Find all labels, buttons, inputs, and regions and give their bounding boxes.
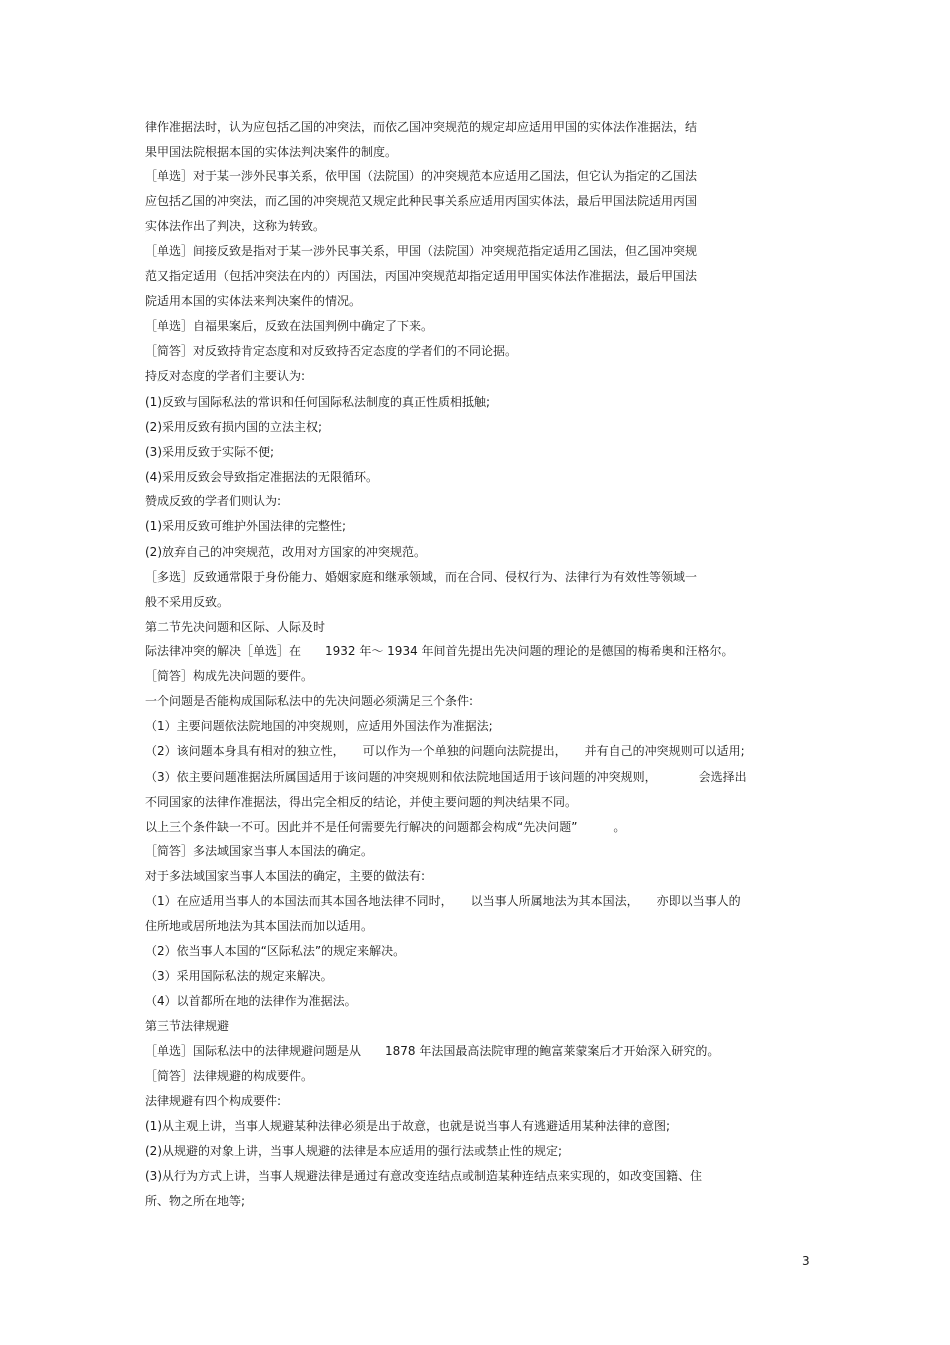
text-line: (1)反致与国际私法的常识和任何国际私法制度的真正性质相抵触; [145, 395, 491, 409]
text-line: 院适用本国的实体法来判决案件的情况。 [145, 294, 362, 308]
text-line: ［单选］间接反致是指对于某一涉外民事关系，甲国（法院国）冲突规范指定适用乙国法，但乙国冲突规 [145, 244, 698, 258]
text-line: ［简答］多法域国家当事人本国法的确定。 [145, 844, 374, 858]
text-line: 以上三个条件缺一不可。因此并不是任何需要先行解决的问题都会构成“先决问题” 。 [145, 820, 626, 834]
text-line: (2)采用反致有损内国的立法主权; [145, 420, 323, 434]
text-line: ［多选］反致通常限于身份能力、婚姻家庭和继承领域，而在合同、侵权行为、法律行为有效性等领域一 [145, 570, 698, 584]
text-line: (3)从行为方式上讲，当事人规避法律是通过有意改变连结点或制造某种连结点来实现的，如改变国籍、住 [145, 1169, 703, 1183]
text-line: ［单选］国际私法中的法律规避问题是从 1878 年法国最高法院审理的鲍富莱蒙案后才开始深入研究的。 [145, 1044, 720, 1058]
text-line: ［简答］对反致持肯定态度和对反致持否定态度的学者们的不同论据。 [145, 344, 518, 358]
text-line: ［单选］自福果案后，反致在法国判例中确定了下来。 [145, 319, 434, 333]
text-line: 般不采用反致。 [145, 595, 230, 609]
text-line: 不同国家的法律作准据法，得出完全相反的结论，并使主要问题的判决结果不同。 [145, 795, 578, 809]
text-line: ［简答］法律规避的构成要件。 [145, 1069, 314, 1083]
text-line: 一个问题是否能构成国际私法中的先决问题必须满足三个条件: [145, 694, 474, 708]
text-line: 律作准据法时，认为应包括乙国的冲突法，而依乙国冲突规范的规定却应适用甲国的实体法作准据法，结 [145, 120, 698, 134]
text-line: 赞成反致的学者们则认为: [145, 494, 282, 508]
text-line: 实体法作出了判决，这称为转致。 [145, 219, 326, 233]
text-line: ［简答］构成先决问题的要件。 [145, 669, 314, 683]
text-line: (2)放弃自己的冲突规范，改用对方国家的冲突规范。 [145, 545, 427, 559]
text-line: 第二节先决问题和区际、人际及时 [145, 620, 326, 634]
text-line: （1）在应适用当事人的本国法而其本国各地法律不同时， 以当事人所属地法为其本国法， 亦即以当事人的 [145, 894, 741, 908]
text-line: (4)采用反致会导致指定准据法的无限循环。 [145, 470, 378, 484]
text-line: 果甲国法院根据本国的实体法判决案件的制度。 [145, 145, 398, 159]
text-line: 应包括乙国的冲突法，而乙国的冲突规范又规定此种民事关系应适用丙国实体法，最后甲国法院适用丙国 [145, 194, 698, 208]
text-line: (3)采用反致于实际不便; [145, 445, 275, 459]
text-line: (1)采用反致可维护外国法律的完整性; [145, 519, 347, 533]
text-line: (1)从主观上讲，当事人规避某种法律必须是出于故意，也就是说当事人有逃避适用某种法律的意图; [145, 1119, 671, 1133]
page-number: 3 [802, 1254, 810, 1268]
text-line: (2)从规避的对象上讲，当事人规避的法律是本应适用的强行法或禁止性的规定; [145, 1144, 563, 1158]
text-line: 住所地或居所地法为其本国法而加以适用。 [145, 919, 374, 933]
text-line: 际法律冲突的解决［单选］在 1932 年～ 1934 年间首先提出先决问题的理论的是德国的梅希奥和汪格尔。 [145, 644, 734, 658]
text-line: （2）该问题本身具有相对的独立性， 可以作为一个单独的问题向法院提出， 并有自己的冲突规则可以适用; [145, 744, 745, 758]
text-line: （1）主要问题依法院地国的冲突规则，应适用外国法作为准据法; [145, 719, 493, 733]
text-line: 第三节法律规避 [145, 1019, 230, 1033]
text-line: 法律规避有四个构成要件: [145, 1094, 282, 1108]
text-line: （3）依主要问题准据法所属国适用于该问题的冲突规则和依法院地国适用于该问题的冲突规则， 会选择出 [145, 770, 747, 784]
text-line: （3）采用国际私法的规定来解决。 [145, 969, 333, 983]
text-line: （2）依当事人本国的“区际私法”的规定来解决。 [145, 944, 406, 958]
text-line: 所、物之所在地等; [145, 1194, 246, 1208]
text-line: （4）以首都所在地的法律作为准据法。 [145, 994, 357, 1008]
text-line: 范又指定适用（包括冲突法在内的）丙国法，丙国冲突规范却指定适用甲国实体法作准据法，最后甲国法 [145, 269, 698, 283]
text-line: ［单选］对于某一涉外民事关系，依甲国（法院国）的冲突规范本应适用乙国法，但它认为指定的乙国法 [145, 169, 698, 183]
text-line: 对于多法域国家当事人本国法的确定，主要的做法有: [145, 869, 426, 883]
text-line: 持反对态度的学者们主要认为: [145, 369, 306, 383]
